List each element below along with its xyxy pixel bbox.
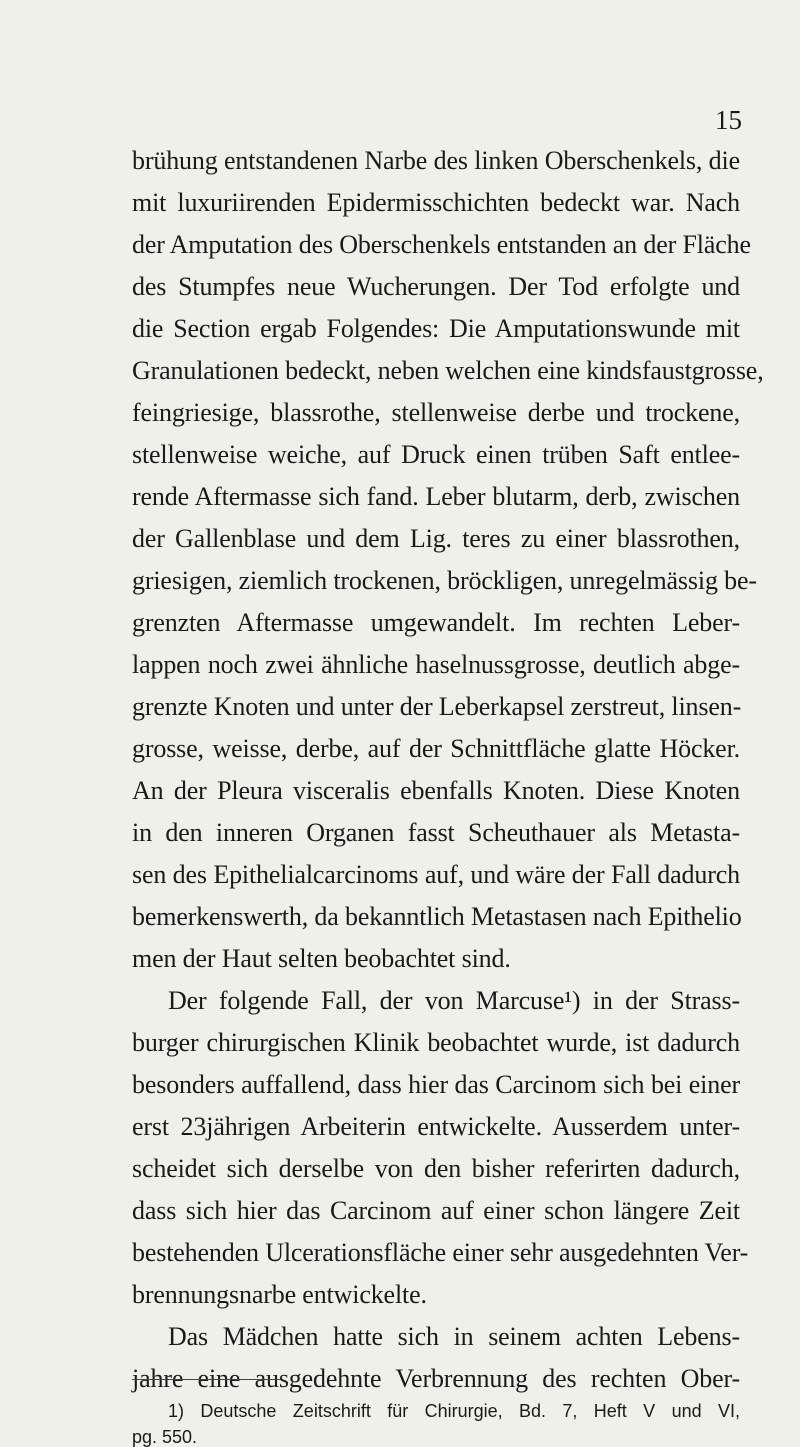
- text-line: Granulationen bedeckt, neben welchen eine kindsfaustgrosse,: [132, 356, 764, 385]
- footnote: [132, 1398, 740, 1447]
- text-line: jahre eine ausgedehnte Verbrennung des rechten Ober-: [132, 1364, 740, 1393]
- text-line: sen des Epithelialcarcinoms auf, und wäre der Fall dadurch: [132, 860, 740, 889]
- text-line: des Stumpfes neue Wucherungen. Der Tod erfolgte und: [132, 272, 740, 301]
- text-line: brennungsnarbe entwickelte.: [132, 1280, 427, 1309]
- text-line: erst 23jährigen Arbeiterin entwickelte. Ausserdem unter-: [132, 1112, 740, 1141]
- text-line: brühung entstandenen Narbe des linken Oberschenkels, die: [132, 146, 740, 175]
- text-line: die Section ergab Folgendes: Die Amputationswunde mit: [132, 314, 740, 343]
- text-line: mit luxuriirenden Epidermisschichten bedeckt war. Nach: [132, 188, 740, 217]
- text-line: lappen noch zwei ähnliche haselnussgrosse, deutlich abge-: [132, 650, 740, 679]
- text-line: feingriesige, blassrothe, stellenweise derbe und trockene,: [132, 398, 740, 427]
- footnote-divider: [132, 1379, 280, 1380]
- text-line: Der folgende Fall, der von Marcuse¹) in der Strass-: [168, 986, 740, 1015]
- text-line: in den inneren Organen fasst Scheuthauer als Metasta-: [132, 818, 740, 847]
- footnote-line: 1) Deutsche Zeitschrift für Chirurgie, Bd. 7, Heft V und VI,: [168, 1401, 740, 1421]
- text-line: burger chirurgischen Klinik beobachtet wurde, ist dadurch: [132, 1028, 740, 1057]
- text-line: bemerkenswerth, da bekanntlich Metastasen nach Epithelio: [132, 902, 742, 931]
- footnote-line: pg. 550.: [132, 1427, 198, 1447]
- text-line: bestehenden Ulcerationsfläche einer sehr ausgedehnten Ver-: [132, 1238, 749, 1267]
- text-line: grenzte Knoten und unter der Leberkapsel zerstreut, linsen-: [132, 692, 742, 721]
- body-text: [132, 140, 764, 1400]
- page-number: 15: [715, 105, 742, 135]
- text-line: An der Pleura visceralis ebenfalls Knoten. Diese Knoten: [132, 776, 740, 805]
- text-line: scheidet sich derselbe von den bisher referirten dadurch,: [132, 1154, 740, 1183]
- text-line: dass sich hier das Carcinom auf einer schon längere Zeit: [132, 1196, 740, 1225]
- text-line: griesigen, ziemlich trockenen, bröckligen, unregelmässig be-: [132, 566, 757, 595]
- text-line: rende Aftermasse sich fand. Leber blutarm, derb, zwischen: [132, 482, 740, 511]
- text-line: men der Haut selten beobachtet sind.: [132, 944, 511, 973]
- text-line: grosse, weisse, derbe, auf der Schnittfläche glatte Höcker.: [132, 734, 740, 763]
- text-line: stellenweise weiche, auf Druck einen trüben Saft entlee-: [132, 440, 740, 469]
- text-line: besonders auffallend, dass hier das Carcinom sich bei einer: [132, 1070, 740, 1099]
- text-line: der Gallenblase und dem Lig. teres zu einer blassrothen,: [132, 524, 740, 553]
- text-line: grenzten Aftermasse umgewandelt. Im rechten Leber-: [132, 608, 740, 637]
- text-line: Das Mädchen hatte sich in seinem achten Lebens-: [168, 1322, 740, 1351]
- text-line: der Amputation des Oberschenkels entstanden an der Fläche: [132, 230, 751, 259]
